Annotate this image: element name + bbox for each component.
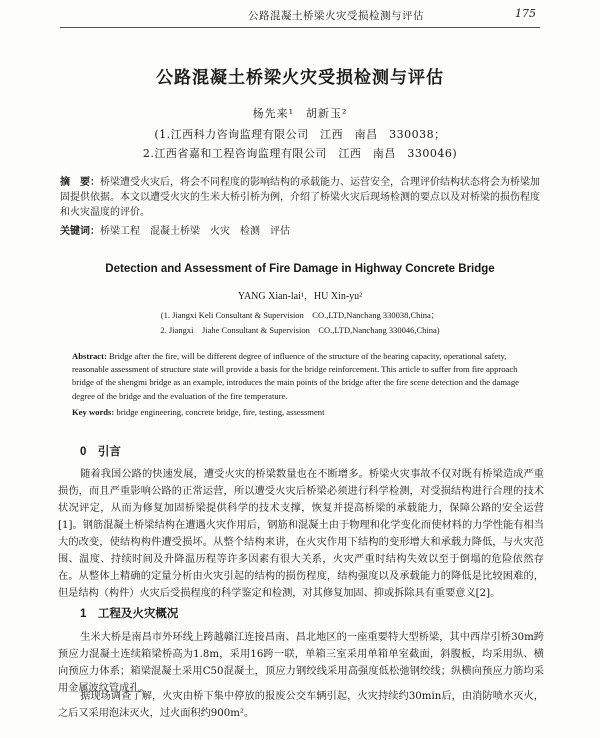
paragraph-text: 随着我国公路的快速发展，遭受火灾的桥梁数量也在不断增多。桥梁火灾事故不仅对既有桥梁造成严重损伤，而且严重影响公路的正常运营，所以遭受火灾后桥梁必须进行科学检测，对受损结构进行合理的技术状况评定，从而为修复加固桥梁提供科学的技术支撑，恢复并提高桥梁的承载能力，保障公路的安全运营[1]。钢筋混凝土桥梁结构在遭遇火灾作用后，钢筋和混凝土由于物理和化学变化而使材料的力学性能有相当大的改变，使结构构件遭受损坏。从整个结构来讲，在火灾作用下结构的变形增大和承载力降低，与火灾范围、温度、持续时间及升降温历程等许多因素有很大关系，火灾严重时结构失效以至于倒塌的危险依然存在。从整体上精确的定量分析由火灾引起的结构的损伤程度，结构强度以及承载能力的降低是比较困难的，但是结构（构件）火灾后受损程度的科学鉴定和检测，对其修复加固、抑或拆除具有重要意义[2]。: [58, 469, 544, 599]
paragraph-introduction: [58, 466, 544, 602]
abstract-en-label: Abstract:: [72, 351, 107, 361]
keywords-cn: [60, 224, 542, 239]
paragraph-fire-survey: [58, 688, 544, 722]
keywords-en-label: Key words:: [72, 407, 115, 417]
section-heading-introduction: 0 引言: [80, 446, 121, 458]
abstract-cn-text: 桥梁遭受火灾后，将会不同程度的影响结构的承载能力、运营安全，合理评价结构状态将会为桥梁加固提供依据。本文以遭受火灾的生米大桥引桥为例，介绍了桥梁火灾后现场检测的要点以及对桥梁的损伤程度和火灾温度的评价。: [60, 177, 540, 218]
keywords-en: [72, 405, 538, 420]
abstract-cn: [60, 175, 542, 220]
running-title: 公路混凝土桥梁火灾受损检测与评估: [248, 10, 424, 22]
paragraph-text: 生米大桥是南昌市外环线上跨越赣江连接昌南、昌北地区的一座重要特大型桥梁，其中西岸引桥30m跨预应力混凝土连续箱梁桥高为1.8m，采用16跨一联，单箱三室采用单箱单室截面，斜腹板，均采用纵、横向预应力体系；箱梁混凝土采用C50混凝土，顶应力钢绞线采用高强度低松弛钢绞线；纵横向预应力筋均采用金属波纹管成孔。: [58, 632, 544, 694]
abstract-en-text: Bridge after the fire, will be different degree of influence of the structure of the bearing capacity, operational safety, reasonable assessment of structure state will provide a basis for the bridge reinforcement. This article to suffer from fire approach bridge of the shengmi bridge as an example, introduces the main points of the bridge after the fire scene detection and the damage degree of the bridge and the evaluation of the fire temperature.: [72, 351, 519, 401]
page-number: 175: [515, 7, 536, 20]
abstract-cn-label: 摘 要：: [60, 177, 100, 188]
paper-title-cn: 公路混凝土桥梁火灾受损检测与评估: [156, 68, 444, 88]
paper-title-en: Detection and Assessment of Fire Damage in Highway Concrete Bridge: [105, 263, 495, 275]
paragraph-text: 据现场调查了解，火灾由桥下集中停放的报废公交车辆引起，火灾持续约30min后，由消防喷水灭火，之后又采用泡沫灭火，过火面积约900m²。: [58, 691, 544, 719]
authors-cn: 杨先来¹ 胡新玉²: [252, 107, 348, 120]
keywords-cn-label: 关键词：: [60, 226, 100, 237]
abstract-en: [72, 350, 538, 403]
affiliation-cn-2: 2.江西省嘉和工程咨询监理有限公司 江西 南昌 330046): [142, 147, 458, 160]
keywords-en-text: bridge engineering, concrete bridge, fire, testing, assessment: [116, 407, 325, 417]
keywords-cn-text: 桥梁工程 混凝土桥梁 火灾 检测 评估: [100, 226, 290, 237]
affiliation-en-2: 2. Jiangxi Jiahe Consultant & Supervision CO.,LTD,Nanchang 330046,China): [160, 325, 440, 335]
running-head: [0, 0, 600, 26]
authors-en: YANG Xian-lai¹，HU Xin-yu²: [237, 291, 363, 302]
affiliation-en-1: (1. Jiangxi Keli Consultant & Supervision CO.,LTD,Nanchang 330038,China；: [160, 310, 440, 320]
section-heading-project-overview: 1 工程及火灾概况: [80, 608, 179, 620]
header-rule: [60, 27, 540, 28]
affiliation-cn-1: (1.江西科力咨询监理有限公司 江西 南昌 330038；: [154, 128, 446, 141]
paragraph-project-overview: [58, 629, 544, 697]
